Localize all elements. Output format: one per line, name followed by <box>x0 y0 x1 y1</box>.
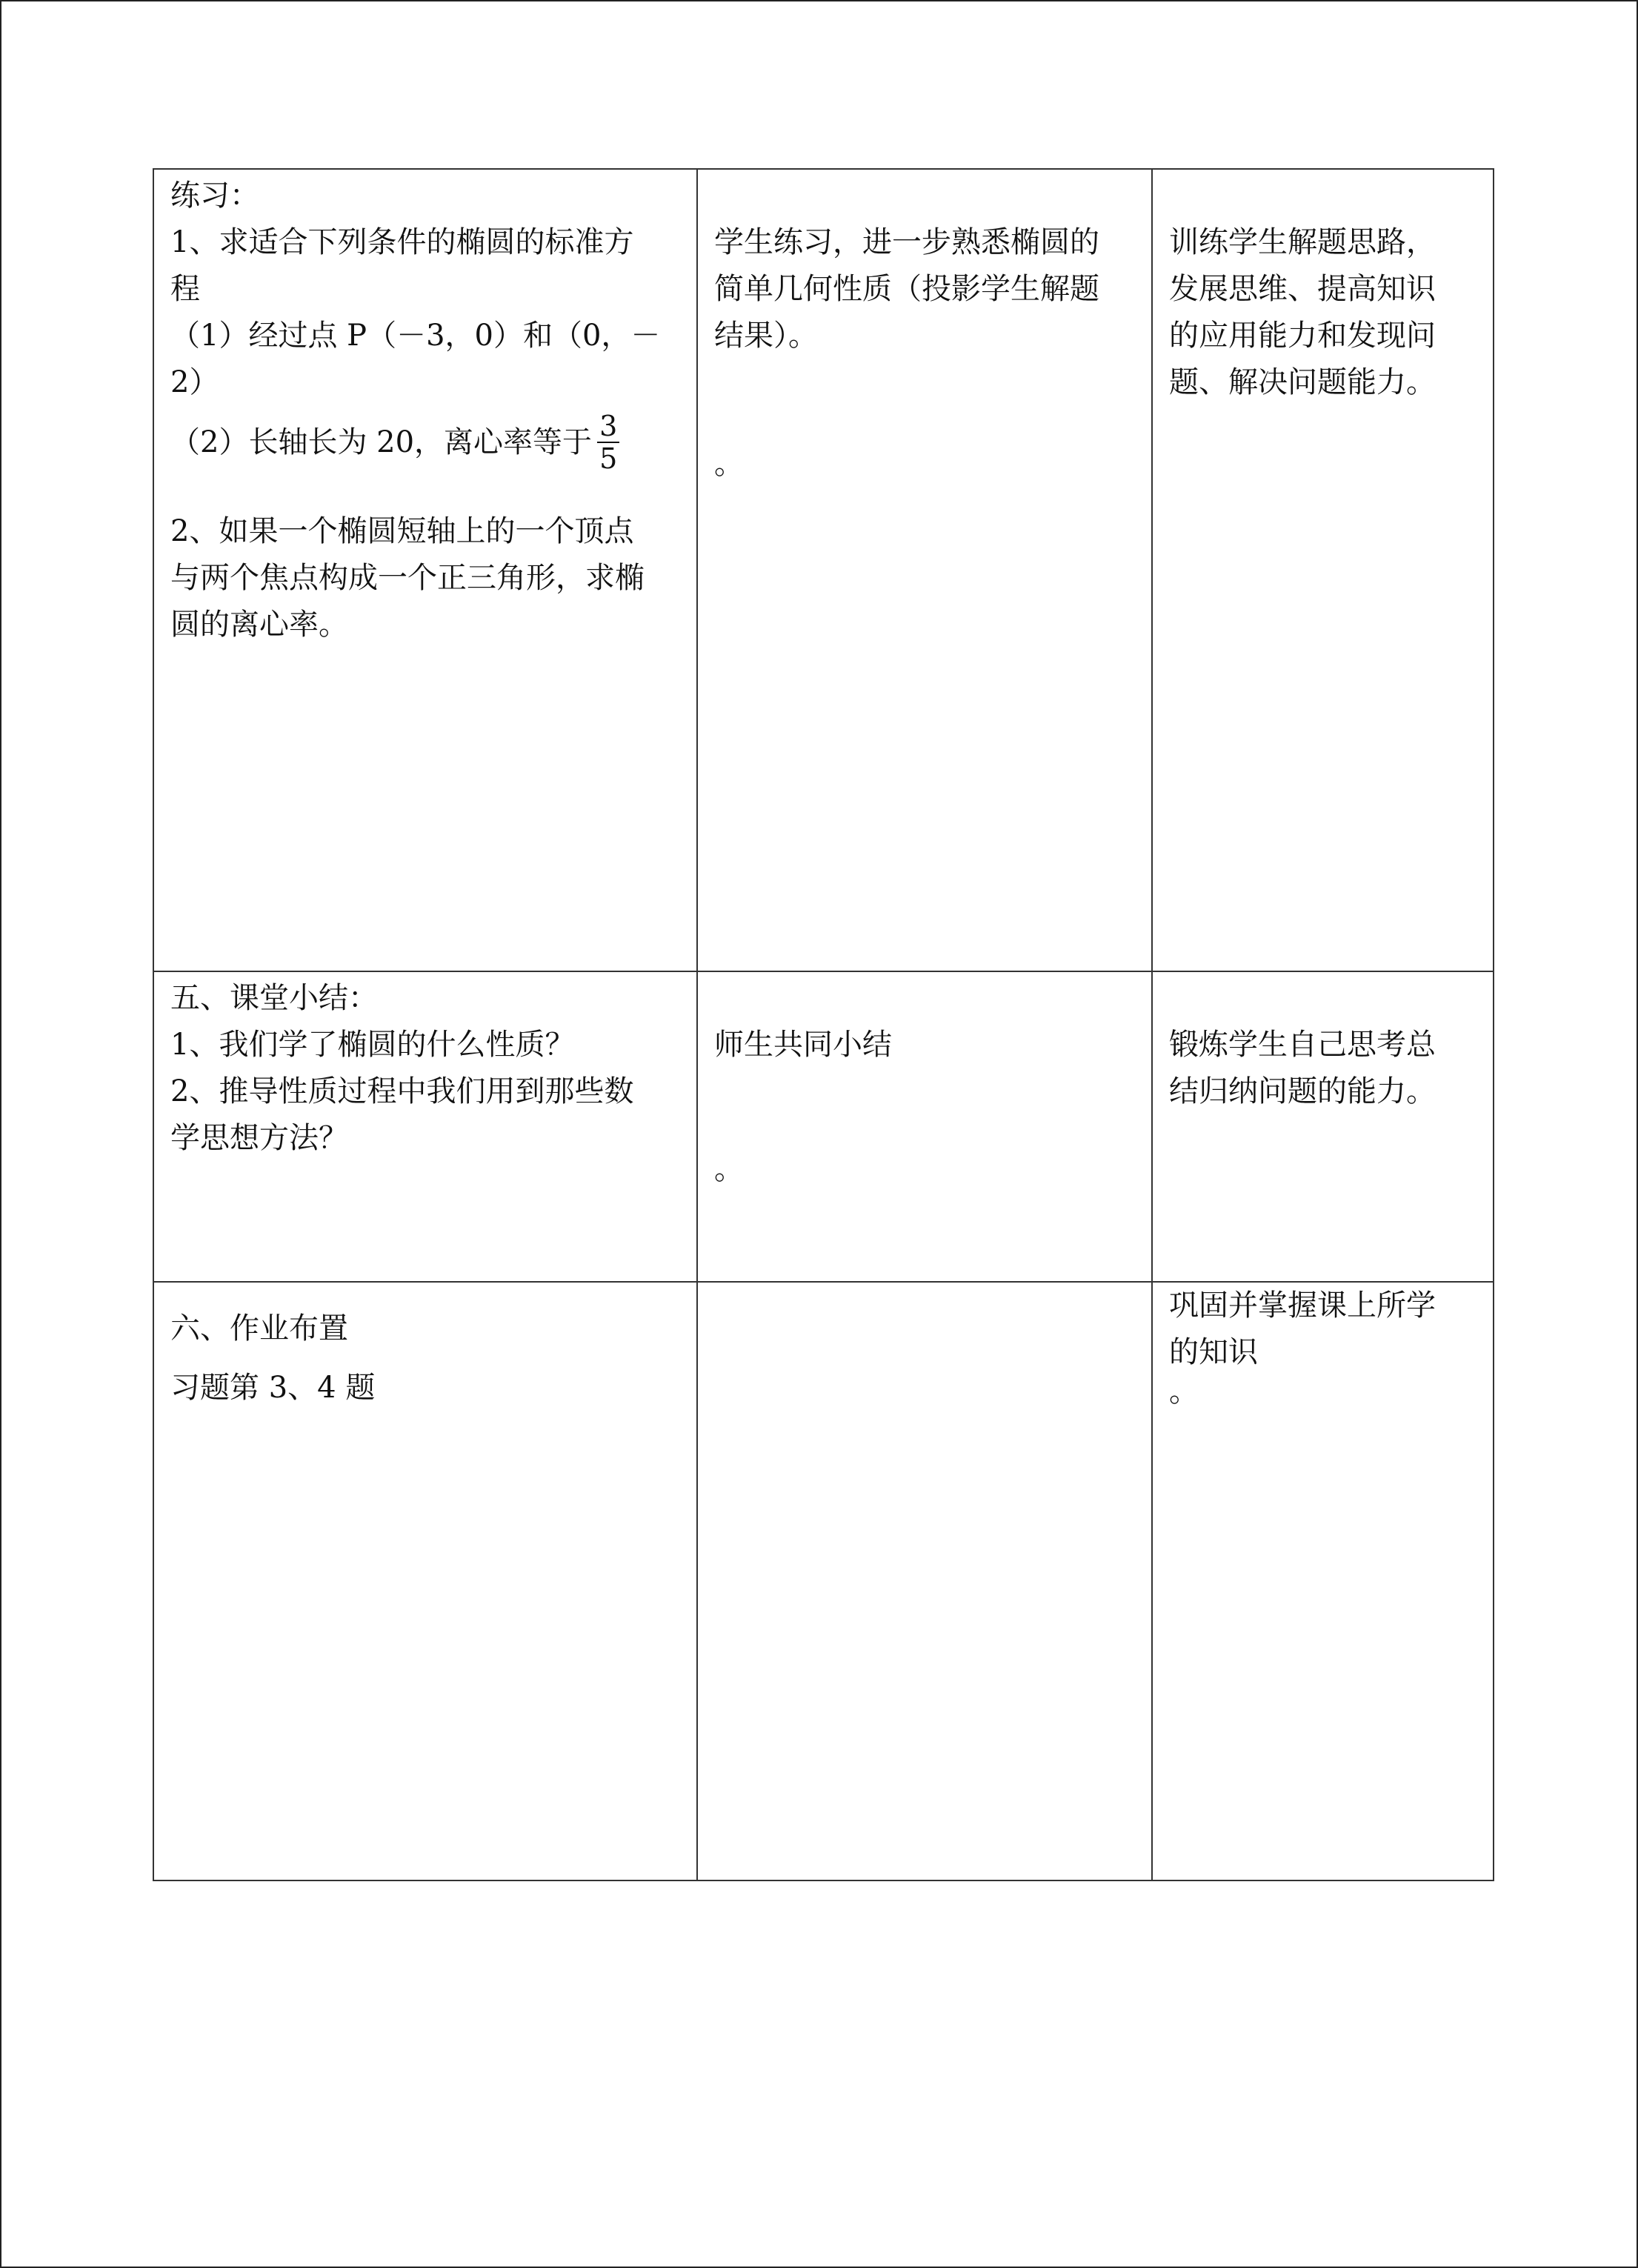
exercise-row <box>153 169 1494 971</box>
student-activity-line1: 学生练习，进一步熟悉椭圆的 <box>714 225 1099 259</box>
summary-line2: 2、推导性质过程中我们用到那些数 <box>170 1074 634 1108</box>
homework-intent-cell <box>1152 1282 1494 1880</box>
summary-row <box>153 971 1494 1282</box>
exercise-heading: 练习： <box>170 179 259 213</box>
homework-student-cell <box>697 1282 1152 1880</box>
homework-row <box>153 1282 1494 1880</box>
summary-line3: 学思想方法？ <box>170 1121 348 1155</box>
summary-student-cell <box>697 971 1152 1282</box>
exercise-student-cell <box>697 169 1152 971</box>
homework-heading: 六、作业布置 <box>170 1311 348 1346</box>
homework-intent-mark: 。 <box>1169 1374 1199 1409</box>
intent-line1: 训练学生解题思路， <box>1169 225 1436 259</box>
exercise-q2-line3: 圆的离心率。 <box>170 608 348 642</box>
exercise-q1-part2 <box>170 412 682 473</box>
fraction <box>596 410 620 474</box>
summary-content-cell <box>153 971 697 1282</box>
exercise-q1-part1-line1: （1）经过点 P（－3，0）和（0，－ <box>170 319 661 353</box>
homework-line1: 习题第 3、4 题 <box>170 1371 376 1405</box>
lesson-plan-table <box>153 168 1494 1881</box>
exercise-q1-line1: 1、求适合下列条件的椭圆的标准方 <box>170 225 634 259</box>
summary-student-mark: 。 <box>714 1152 744 1186</box>
fraction-numerator: 3 <box>599 410 618 442</box>
intent-line2: 发展思维、提高知识 <box>1169 272 1436 306</box>
student-activity-line3: 结果）。 <box>714 319 818 353</box>
exercise-q1-part1-line2: 2） <box>170 365 219 399</box>
exercise-q1-line2: 程 <box>170 272 200 306</box>
exercise-intent-cell <box>1152 169 1494 971</box>
intent-line4: 题、解决问题能力。 <box>1169 365 1436 399</box>
exercise-q2-line2: 与两个焦点构成一个正三角形，求椭 <box>170 561 645 595</box>
summary-student-line1: 师生共同小结 <box>714 1028 892 1062</box>
summary-heading: 五、课堂小结： <box>170 981 378 1015</box>
fraction-denominator: 5 <box>599 442 618 475</box>
summary-line1: 1、我们学了椭圆的什么性质？ <box>170 1028 575 1062</box>
student-activity-mark: 。 <box>714 447 744 481</box>
student-activity-line2: 简单几何性质（投影学生解题 <box>714 272 1099 306</box>
homework-intent-line1: 巩固并掌握课上所学 <box>1169 1288 1436 1323</box>
exercise-q2-line1: 2、如果一个椭圆短轴上的一个顶点 <box>170 514 634 548</box>
summary-intent-line2: 结归纳问题的能力。 <box>1169 1074 1436 1108</box>
summary-intent-cell <box>1152 971 1494 1282</box>
homework-content-cell <box>153 1282 697 1880</box>
summary-intent-line1: 锻炼学生自己思考总 <box>1169 1028 1436 1062</box>
homework-intent-line2: 的知识 <box>1169 1335 1258 1369</box>
intent-line3: 的应用能力和发现问 <box>1169 319 1436 353</box>
exercise-q1-part2-text: （2）长轴长为 20，离心率等于 <box>170 425 593 459</box>
exercise-content-cell <box>153 169 697 971</box>
